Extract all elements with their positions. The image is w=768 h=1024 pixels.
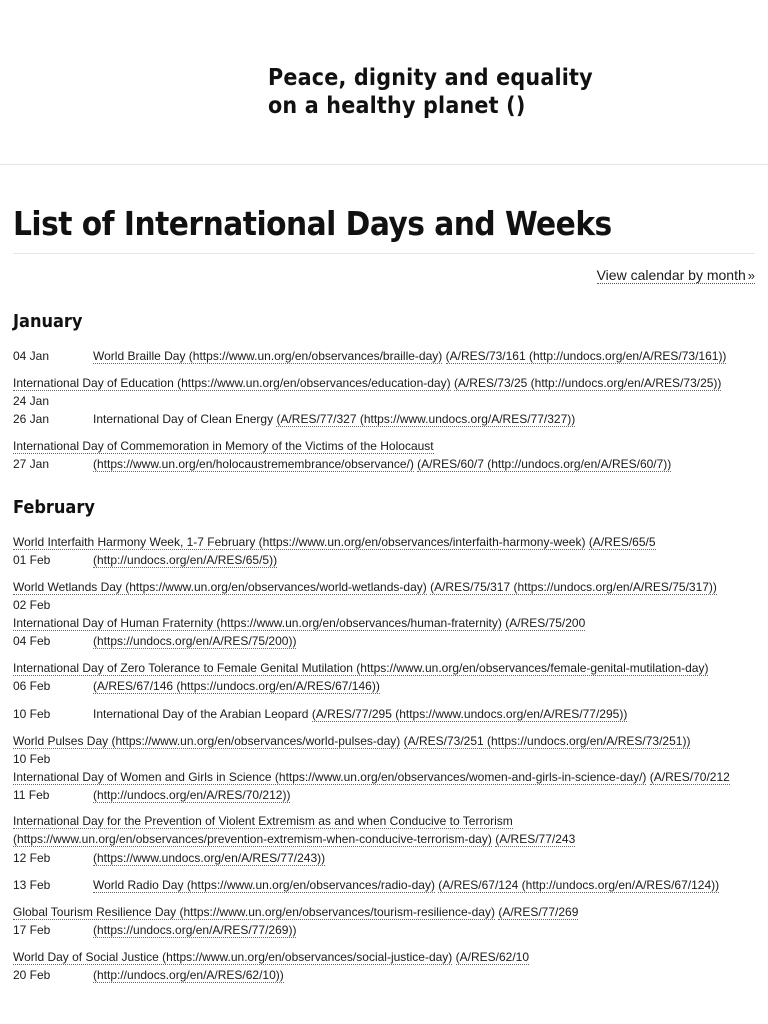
observance-link[interactable]: International Day for the Prevention of Violent Extremism as and when Conducive to Terrorism <box>13 814 513 828</box>
table-row <box>13 614 758 650</box>
resolution-link-cont[interactable]: (http://undocs.org/en/A/RES/70/212)) <box>93 788 291 802</box>
observance-link-cont[interactable]: (https://www.un.org/en/holocaustremembrance/observance/) <box>93 457 414 471</box>
site-tagline <box>268 64 593 120</box>
tagline-line-1: Peace, dignity and equality <box>268 65 593 91</box>
observance-link[interactable]: World Radio Day (https://www.un.org/en/observances/radio-day) <box>93 878 435 892</box>
resolution-link[interactable]: (A/RES/73/25 (http://undocs.org/en/A/RES/73/25)) <box>453 376 722 390</box>
row-description <box>13 659 708 677</box>
row-description <box>13 533 656 551</box>
row-description-cont <box>93 551 277 569</box>
row-description-cont <box>93 921 296 939</box>
observance-link[interactable]: International Day of Zero Tolerance to Female Genital Mutilation (https://www.un.org/en/observances/female-genital-mutilation-day) <box>13 661 709 675</box>
resolution-link-cont[interactable]: (http://undocs.org/en/A/RES/65/5)) <box>93 553 278 567</box>
table-row <box>13 812 758 866</box>
page-title: List of International Days and Weeks <box>13 204 612 243</box>
resolution-link-cont[interactable]: (https://undocs.org/en/A/RES/75/200)) <box>93 634 297 648</box>
row-date: 11 Feb <box>13 788 50 802</box>
observance-link[interactable]: World Day of Social Justice (https://www.un.org/en/observances/social-justice-day) <box>13 950 453 964</box>
table-row <box>13 659 758 695</box>
resolution-link[interactable]: (A/RES/62/10 <box>455 950 530 964</box>
resolution-link[interactable]: (A/RES/67/146 (https://undocs.org/en/A/RES/67/146)) <box>93 679 380 693</box>
chevron-right-icon: » <box>747 268 755 283</box>
resolution-link-cont[interactable]: (http://undocs.org/en/A/RES/62/10)) <box>93 968 284 982</box>
row-description <box>13 903 578 921</box>
row-description-cont <box>93 632 296 650</box>
observance-link[interactable]: Global Tourism Resilience Day (https://www.un.org/en/observances/tourism-resilience-day) <box>13 905 495 919</box>
observance-link[interactable]: World Wetlands Day (https://www.un.org/en/observances/world-wetlands-day) <box>13 580 427 594</box>
resolution-link-cont[interactable]: (https://www.undocs.org/en/A/RES/77/243)) <box>93 851 326 865</box>
resolution-link[interactable]: (A/RES/77/243 <box>495 832 576 846</box>
table-row <box>13 578 758 614</box>
resolution-link[interactable]: (A/RES/65/5 <box>588 535 656 549</box>
resolution-link[interactable]: (A/RES/70/212 <box>649 770 730 784</box>
row-date: 01 Feb <box>13 553 51 567</box>
view-calendar-link[interactable] <box>597 267 755 284</box>
row-description <box>93 410 575 428</box>
table-row <box>13 876 758 894</box>
observance-link[interactable]: World Pulses Day (https://www.un.org/en/observances/world-pulses-day) <box>13 734 401 748</box>
row-date: 17 Feb <box>13 923 51 937</box>
resolution-link-cont[interactable]: (https://undocs.org/en/A/RES/77/269)) <box>93 923 297 937</box>
row-date: 20 Feb <box>13 968 51 982</box>
resolution-link[interactable]: (A/RES/60/7 (http://undocs.org/en/A/RES/60/7)) <box>417 457 672 471</box>
observance-link[interactable]: International Day of Human Fraternity (https://www.un.org/en/observances/human-fraternity) <box>13 616 502 630</box>
table-row <box>13 437 758 473</box>
row-description-cont2 <box>93 849 325 867</box>
table-row <box>13 903 758 939</box>
row-date: 26 Jan <box>13 412 50 426</box>
row-date: 10 Feb <box>13 707 51 721</box>
table-row <box>13 410 758 428</box>
observance-link[interactable]: World Interfaith Harmony Week, 1-7 February (https://www.un.org/en/observances/interfaith-harmony-week) <box>13 535 586 549</box>
title-divider <box>13 253 755 254</box>
row-description <box>13 374 721 392</box>
row-description-cont <box>93 455 671 473</box>
table-row <box>13 768 758 804</box>
row-description <box>13 578 717 596</box>
resolution-link[interactable]: (A/RES/75/200 <box>505 616 586 630</box>
month-heading-january: January <box>13 311 83 332</box>
resolution-link[interactable]: (A/RES/73/161 (http://undocs.org/en/A/RES/73/161)) <box>445 349 727 363</box>
table-row <box>13 374 758 410</box>
row-date: 10 Feb <box>13 752 51 766</box>
tagline-line-2: on a healthy planet () <box>268 93 526 119</box>
row-description <box>93 347 726 365</box>
row-date: 06 Feb <box>13 679 51 693</box>
observance-name: International Day of the Arabian Leopard <box>93 707 309 721</box>
row-description <box>13 732 690 750</box>
row-description <box>93 705 627 723</box>
observance-link[interactable]: International Day of Education (https://www.un.org/en/observances/education-day) <box>13 376 451 390</box>
resolution-link[interactable]: (A/RES/75/317 (https://undocs.org/en/A/RES/75/317)) <box>430 580 717 594</box>
observance-link[interactable]: International Day of Commemoration in Memory of the Victims of the Holocaust <box>13 439 434 453</box>
resolution-link[interactable]: (A/RES/67/124 (http://undocs.org/en/A/RES/67/124)) <box>438 878 720 892</box>
table-row <box>13 948 758 984</box>
observance-link[interactable]: International Day of Women and Girls in Science (https://www.un.org/en/observances/women-and-girls-in-science-day/) <box>13 770 647 784</box>
view-calendar-label: View calendar by month <box>596 267 746 283</box>
row-date: 24 Jan <box>13 394 50 408</box>
resolution-link[interactable]: (A/RES/77/269 <box>498 905 579 919</box>
row-description <box>13 614 585 632</box>
row-description <box>13 768 730 786</box>
row-date: 04 Jan <box>13 349 50 363</box>
row-date: 02 Feb <box>13 598 51 612</box>
table-row <box>13 533 758 569</box>
row-description <box>13 437 434 455</box>
resolution-link[interactable]: (A/RES/77/327 (https://www.undocs.org/A/RES/77/327)) <box>276 412 576 426</box>
month-heading-february: February <box>13 497 95 518</box>
row-date: 04 Feb <box>13 634 51 648</box>
observance-link-cont[interactable]: (https://www.un.org/en/observances/prevention-extremism-when-conducive-terrorism-day) <box>13 832 492 846</box>
row-description-cont <box>13 830 575 848</box>
row-description-cont <box>93 786 290 804</box>
table-row <box>13 732 758 768</box>
row-date: 27 Jan <box>13 457 50 471</box>
row-description-cont <box>93 677 380 695</box>
row-date: 12 Feb <box>13 851 51 865</box>
row-description <box>13 948 529 966</box>
row-description <box>13 812 513 830</box>
observance-link[interactable]: World Braille Day (https://www.un.org/en/observances/braille-day) <box>93 349 443 363</box>
table-row <box>13 705 758 723</box>
site-header <box>0 0 768 165</box>
table-row <box>13 347 758 365</box>
row-description <box>93 876 719 894</box>
resolution-link[interactable]: (A/RES/73/251 (https://undocs.org/en/A/RES/73/251)) <box>403 734 691 748</box>
resolution-link[interactable]: (A/RES/77/295 (https://www.undocs.org/en/A/RES/77/295)) <box>311 707 628 721</box>
row-date: 13 Feb <box>13 878 51 892</box>
observance-name: International Day of Clean Energy <box>93 412 274 426</box>
row-description-cont <box>93 966 284 984</box>
